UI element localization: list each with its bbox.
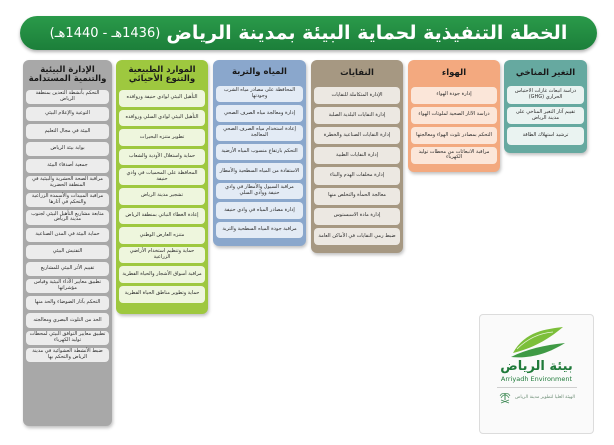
plan-years: (1436هـ - 1440هـ) bbox=[49, 25, 161, 41]
program-item: تقييم الأثر البيئي للمشاريع bbox=[26, 262, 109, 276]
column-header-environmental-management: الإدارة البيئية والتنمية المستدامة bbox=[28, 65, 107, 84]
program-item: التحكم بآثار الضوضاء والحد منها bbox=[26, 296, 109, 310]
program-item: مراقبة أسواق الأشجار والحياة الفطرية bbox=[119, 266, 205, 283]
logo-arabic-name: بيئة الرياض bbox=[500, 359, 573, 374]
column-natural-resources bbox=[116, 60, 208, 314]
title-banner bbox=[20, 16, 597, 50]
program-item: متنزه العارض الوطني bbox=[119, 227, 205, 244]
program-item: مراقبة جودة المياه السطحية والتربة bbox=[216, 222, 303, 238]
logo-divider bbox=[497, 387, 577, 388]
program-item: التوعية والإعلام البيئي bbox=[26, 107, 109, 121]
program-item: تشجير مدينة الرياض bbox=[119, 188, 205, 205]
program-item: التحكم بارتفاع منسوب المياه الأرضية bbox=[216, 144, 303, 160]
authority-name: الهيئة العليا لتطوير مدينة الرياض bbox=[514, 395, 575, 401]
program-item: المحافظة على المحميات في وادي حنيفة bbox=[119, 168, 205, 185]
program-item: التأهيل البيئي لوادي حنيفة وروافده bbox=[119, 90, 205, 107]
program-item: التحكم بأنشطة التعدين بمنطقة الرياض bbox=[26, 90, 109, 104]
program-item: حماية البيئة في المدن الصناعية bbox=[26, 228, 109, 242]
palm-swords-emblem-icon bbox=[498, 391, 512, 405]
program-item: مراقبة الانبعاثات من محطات توليد الكهرباء bbox=[411, 147, 497, 164]
program-item: إدارة جودة الهواء bbox=[411, 87, 497, 104]
column-header-natural-resources: الموارد الطبيعية والتنوع الأحيائي bbox=[128, 65, 196, 84]
column-header-waste: النفايات bbox=[340, 67, 374, 78]
program-item: ترشيد استهلاك الطاقة bbox=[507, 127, 584, 145]
program-item: إدارة مصادر المياه في وادي حنيفة bbox=[216, 202, 303, 218]
program-item: ضبط الأنشطة العشوائية في مدينة الرياض والتحكم بها bbox=[26, 348, 109, 362]
program-item: البيئة في مجال التعليم bbox=[26, 124, 109, 138]
column-header-water-soil: المياه والتربة bbox=[232, 67, 287, 78]
program-item: معالجة الحمأة والتخلص منها bbox=[314, 188, 400, 205]
program-item: إدارة مخلفات الهدم والبناء bbox=[314, 167, 400, 184]
program-item: إدارة النفايات الطبية bbox=[314, 147, 400, 164]
program-item: مراقبة الصحة الحشرية والبيئية في المنطقة الحضرية bbox=[26, 176, 109, 190]
leaves-logo-icon bbox=[507, 323, 567, 359]
program-item: إدارة النفايات البلدية الصلبة bbox=[314, 107, 400, 124]
program-item: إعادة استخدام مياه الصرف الصحي المعالجة bbox=[216, 125, 303, 141]
program-item: الحد من التلوث البصري ومعالجته bbox=[26, 313, 109, 327]
program-item: تطوير متنزه البحيرات bbox=[119, 129, 205, 146]
program-item: إدارة ومعالجة مياه الصرف الصحي bbox=[216, 105, 303, 121]
column-water-soil bbox=[213, 60, 306, 246]
column-waste bbox=[311, 60, 403, 253]
program-item: الإدارة المتكاملة للنفايات bbox=[314, 87, 400, 104]
program-item: التأهيل البيئي لوادي السلي وروافده bbox=[119, 110, 205, 127]
column-climate-change bbox=[504, 60, 587, 153]
plan-title: الخطة التنفيذية لحماية البيئة بمدينة الرياض bbox=[166, 22, 568, 44]
program-item: ضبط رمي النفايات في الأماكن العامة bbox=[314, 228, 400, 245]
program-item: مراقبة المبيدات والأسمدة الزراعية والتحكم في آثارها bbox=[26, 193, 109, 207]
program-item: إدارة النفايات الصناعية والخطرة bbox=[314, 127, 400, 144]
column-environmental-management bbox=[23, 60, 112, 426]
column-header-climate-change: التغير المناخي bbox=[515, 67, 576, 78]
logo-english-name: Arriyadh Environment bbox=[500, 375, 573, 383]
program-item: المحافظة على مصادر مياه الشرب وجودتها bbox=[216, 86, 303, 102]
program-item: بوابة بيئة الرياض bbox=[26, 142, 109, 156]
program-item: متابعة مشاريع التأهيل البيئي لجنوب مدينة الرياض bbox=[26, 210, 109, 224]
program-item: حماية واستغلال الأودية والشعاب bbox=[119, 149, 205, 166]
program-item: الاستفادة من المياه السطحية والأمطار bbox=[216, 163, 303, 179]
column-air bbox=[408, 60, 500, 172]
authority-mark bbox=[498, 391, 575, 405]
program-item: جمعية أصدقاء البيئة bbox=[26, 159, 109, 173]
program-item: دراسة انبعاث غازات الاحتباس الحراري (GHG) bbox=[507, 86, 584, 104]
program-item: إعادة الغطاء النباتي بمنطقة الرياض bbox=[119, 208, 205, 225]
program-item: دراسة الآثار الصحية لملوثات الهواء bbox=[411, 107, 497, 124]
program-item: حماية وتنظيم استخدام الأراضي الزراعية bbox=[119, 247, 205, 264]
program-item: تطبيق معايير الأداء البيئية وقياس مؤشراتها bbox=[26, 279, 109, 293]
program-item: إدارة مادة الاسبستوس bbox=[314, 208, 400, 225]
program-item: التفتيش البيئي bbox=[26, 245, 109, 259]
program-item: حماية وتطوير مناطق الحياة الفطرية bbox=[119, 286, 205, 303]
program-item: تطبيق معايير التوافق البيئي لمحطات توليد الكهرباء bbox=[26, 331, 109, 345]
program-item: تقييم آثار التغير المناخي على مدينة الرياض bbox=[507, 107, 584, 125]
arriyadh-environment-logo bbox=[479, 314, 594, 434]
program-item: مراقبة السيول والأمطار في وادي حنيفة ووادي السلي bbox=[216, 183, 303, 199]
column-header-air: الهواء bbox=[441, 67, 467, 78]
program-item: التحكم بمصادر تلوث الهواء ومعالجتها bbox=[411, 127, 497, 144]
